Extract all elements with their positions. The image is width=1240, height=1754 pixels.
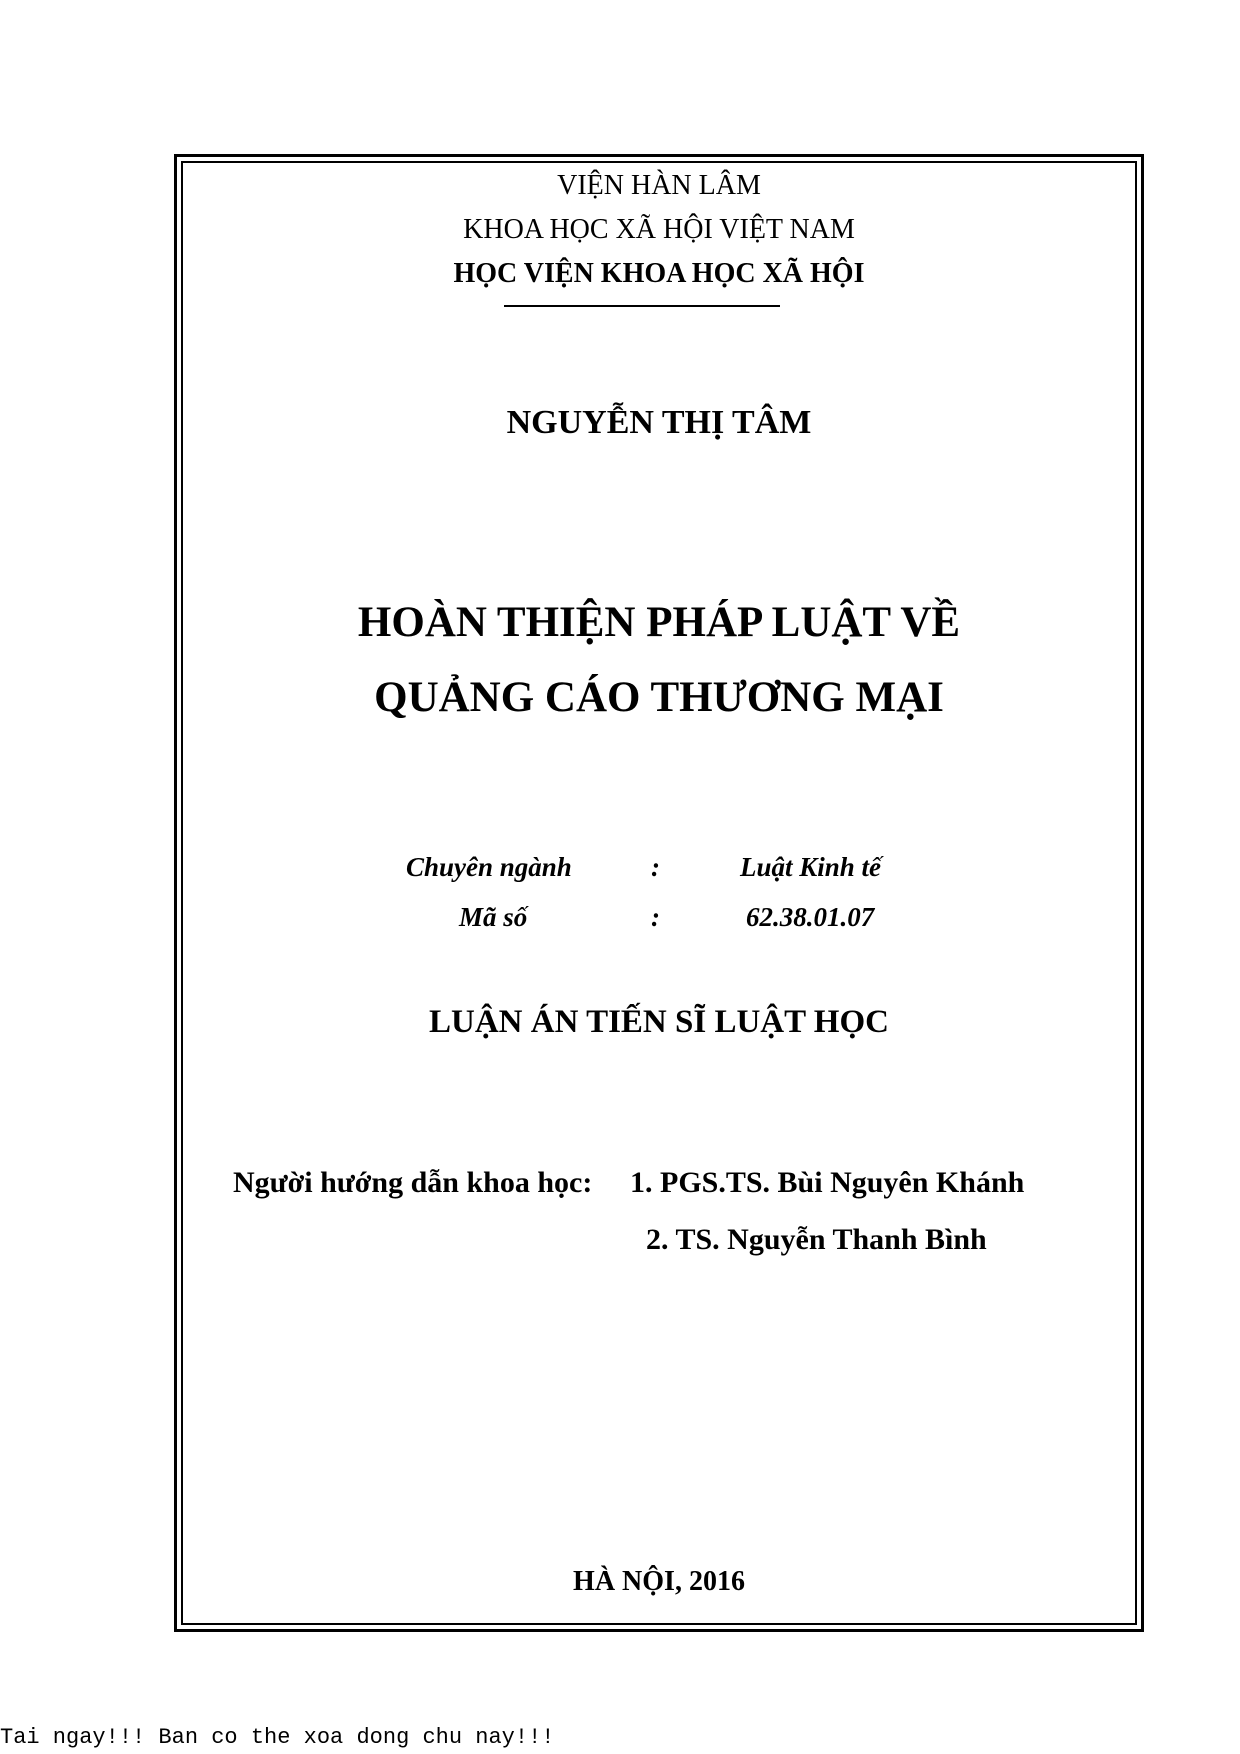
field-colon: : — [651, 902, 660, 932]
field-value-code: 62.38.01.07 — [746, 902, 875, 932]
author-name: NGUYỄN THỊ TÂM — [506, 404, 812, 441]
field-colon: : — [651, 852, 660, 882]
supervisor-item: 2. TS. Nguyễn Thanh Bình — [646, 1223, 987, 1256]
institution-line-2: KHOA HỌC XÃ HỘI VIỆT NAM — [463, 214, 855, 245]
supervisor-item: 1. PGS.TS. Bùi Nguyên Khánh — [630, 1166, 1025, 1199]
footer-watermark-text: Tai ngay!!! Ban co the xoa dong chu nay!!! — [0, 1725, 555, 1750]
field-label-specialization: Chuyên ngành — [406, 852, 572, 882]
place-and-year: HÀ NỘI, 2016 — [573, 1566, 745, 1597]
supervisor-label: Người hướng dẫn khoa học: — [233, 1166, 593, 1199]
page-border-inner — [181, 161, 1137, 1625]
degree-title: LUẬN ÁN TIẾN SĨ LUẬT HỌC — [429, 1004, 889, 1040]
field-value-specialization: Luật Kinh tế — [740, 852, 882, 882]
thesis-title-line-2: QUẢNG CÁO THƯƠNG MẠI — [374, 674, 944, 721]
header-divider — [504, 305, 780, 307]
institution-line-3: HỌC VIỆN KHOA HỌC XÃ HỘI — [453, 258, 865, 289]
thesis-title-line-1: HOÀN THIỆN PHÁP LUẬT VỀ — [357, 599, 961, 646]
institution-line-1: VIỆN HÀN LÂM — [557, 170, 761, 201]
field-label-code: Mã số — [459, 902, 528, 932]
